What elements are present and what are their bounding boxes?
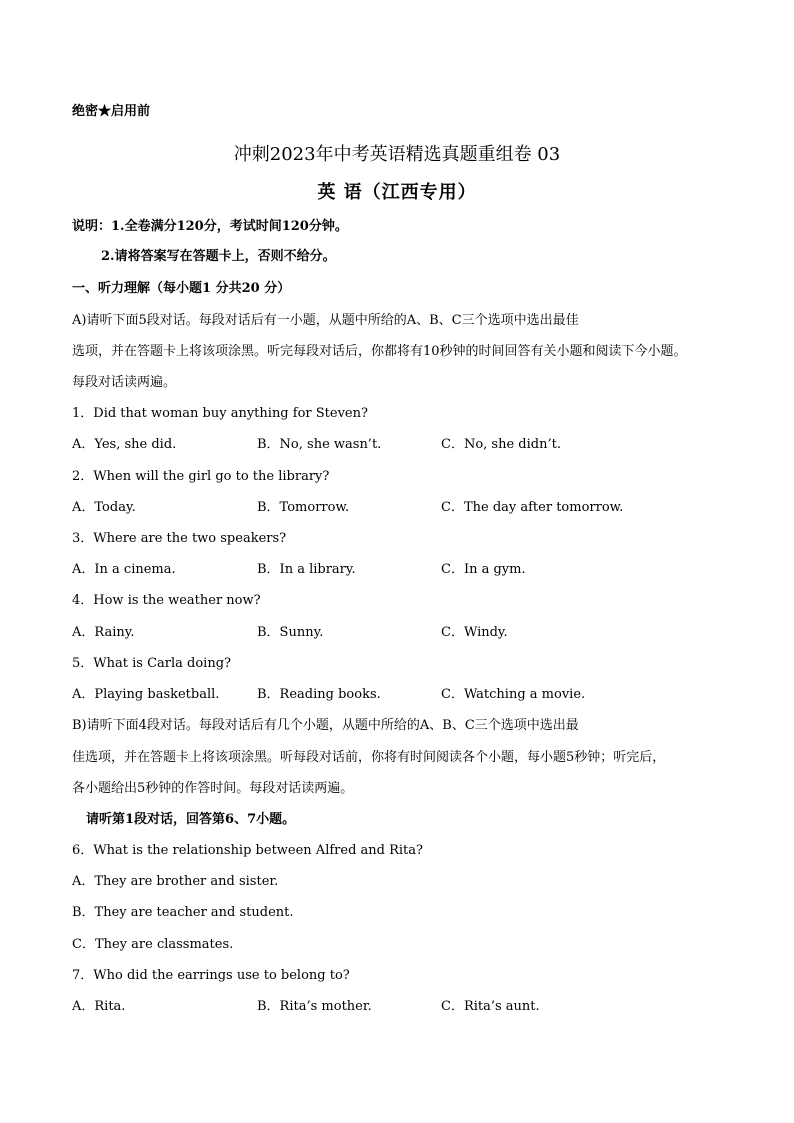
- partb-instruction-1: B)请听下面4段对话。每段对话后有几个小题，从题中所给的A、B、C三个选项中选出最: [72, 718, 579, 733]
- partb-instruction-2: 佳选项，并在答题卡上将该项涂黑。听每段对话前，你将有时间阅读各个小题，每小题5秒钟；听完后，: [72, 750, 666, 765]
- note-1: 说明：1.全卷满分120分，考试时间120分钟。: [72, 219, 348, 234]
- q4-option-c: C．Windy.: [441, 625, 508, 640]
- q1-option-b: B．No, she wasn’t.: [257, 437, 382, 452]
- question-4: 4．How is the weather now?: [72, 593, 261, 608]
- q7-option-b: B．Rita’s mother.: [257, 999, 372, 1014]
- note-2: 2.请将答案写在答题卡上，否则不给分。: [101, 249, 336, 264]
- q7-option-c: C．Rita’s aunt.: [441, 999, 540, 1014]
- q5-option-c: C．Watching a movie.: [441, 687, 586, 702]
- q5-option-a: A．Playing basketball.: [72, 687, 220, 702]
- question-2: 2．When will the girl go to the library?: [72, 469, 330, 484]
- section-heading: 一、听力理解（每小题1 分共20 分）: [72, 281, 291, 296]
- parta-instruction-2: 选项，并在答题卡上将该项涂黑。听完每段对话后，你都将有10秒钟的时间回答有关小题和阅读下今小题。: [72, 344, 687, 359]
- dialog-1-prompt: 请听第1段对话，回答第6、7小题。: [86, 812, 296, 827]
- exam-subtitle: 英 语（江西专用）: [317, 182, 477, 203]
- confidential-label: 绝密★启用前: [72, 104, 151, 119]
- question-3: 3．Where are the two speakers?: [72, 531, 287, 546]
- q6-option-c: C．They are classmates.: [72, 937, 234, 952]
- question-1: 1．Did that woman buy anything for Steven?: [72, 406, 368, 421]
- parta-instruction-3: 每段对话读两遍。: [72, 375, 177, 390]
- question-6: 6．What is the relationship between Alfred and Rita?: [72, 843, 423, 858]
- q6-option-b: B．They are teacher and student.: [72, 905, 294, 920]
- q3-option-b: B．In a library.: [257, 562, 356, 577]
- q7-option-a: A．Rita.: [72, 999, 126, 1014]
- question-5: 5．What is Carla doing?: [72, 656, 231, 671]
- q4-option-a: A．Rainy.: [72, 625, 135, 640]
- q1-option-a: A．Yes, she did.: [72, 437, 177, 452]
- q2-option-c: C．The day after tomorrow.: [441, 500, 624, 515]
- q1-option-c: C．No, she didn’t.: [441, 437, 561, 452]
- exam-title: 冲刺2023年中考英语精选真题重组卷 03: [233, 144, 561, 165]
- q3-option-a: A．In a cinema.: [72, 562, 176, 577]
- q2-option-a: A．Today.: [72, 500, 136, 515]
- q2-option-b: B．Tomorrow.: [257, 500, 350, 515]
- q6-option-a: A．They are brother and sister.: [72, 874, 279, 889]
- question-7: 7．Who did the earrings use to belong to?: [72, 968, 350, 983]
- partb-instruction-3: 各小题给出5秒钟的作答时间。每段对话读两遍。: [72, 781, 354, 796]
- q3-option-c: C．In a gym.: [441, 562, 526, 577]
- q4-option-b: B．Sunny.: [257, 625, 324, 640]
- parta-instruction-1: A)请听下面5段对话。每段对话后有一小题，从题中所给的A、B、C三个选项中选出最佳: [72, 313, 579, 328]
- q5-option-b: B．Reading books.: [257, 687, 381, 702]
